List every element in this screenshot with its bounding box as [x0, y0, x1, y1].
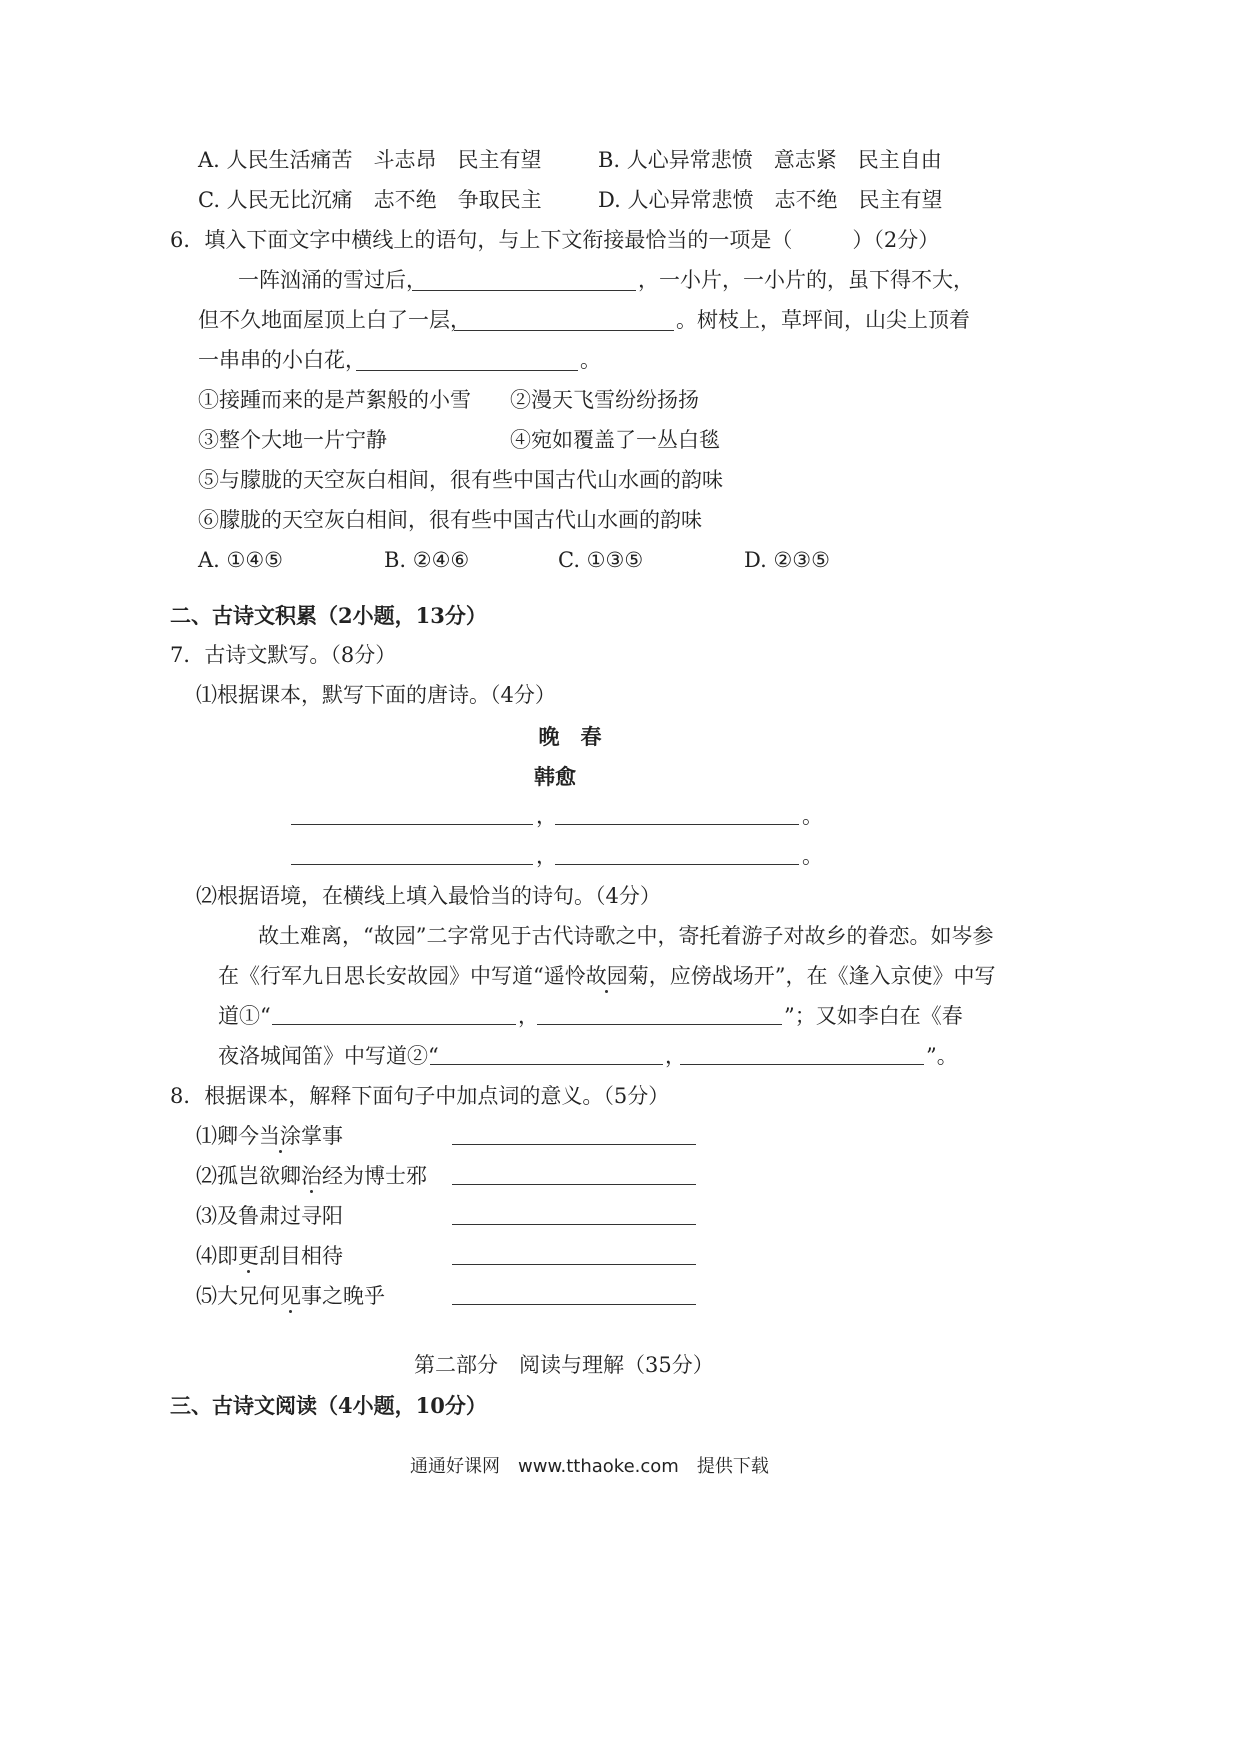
q7-para-line4-a: 夜洛城闻笛》中写道②“ [218, 1044, 439, 1068]
q7-stem: 7．古诗文默写。（8分） [170, 643, 397, 667]
q6-stem [170, 230, 939, 251]
q8-item-2 [196, 1166, 427, 1187]
q8-answer-blank-3[interactable] [452, 1224, 696, 1225]
q6-blank-2[interactable] [454, 330, 674, 331]
poem-title: 晚 春 [538, 724, 602, 749]
q8-item-3-pre: ⑶及鲁肃过寻阳 [196, 1204, 343, 1228]
q7-sub2: ⑵根据语境，在横线上填入最恰当的诗句。（4分） [196, 884, 661, 908]
q6-passage-line3-a: 一串串的小白花， [198, 348, 366, 372]
q5-option-c: C. 人民无比沉痛 志不绝 争取民主 [198, 188, 542, 212]
poem-comma-1: ， [536, 804, 557, 828]
q8-item-1-pre: ⑴卿今 [196, 1124, 259, 1148]
q6-score: ）（2分） [852, 228, 940, 252]
q7-para-line3-c: ”；又如李白在《春 [784, 1004, 963, 1028]
q7-blank-4[interactable] [680, 1064, 924, 1065]
part-2-heading: 第二部分 阅读与理解（35分） [414, 1353, 714, 1377]
poem-blank-3[interactable] [291, 864, 533, 865]
q8-item-1-dotted: 当涂 [259, 1124, 301, 1148]
q7-para-line3-b: ， [518, 1004, 539, 1028]
section-3-heading: 三、古诗文阅读（4小题，10分） [170, 1393, 487, 1418]
q5-option-b: B. 人心异常悲愤 意志紧 民主自由 [598, 148, 942, 172]
q8-answer-blank-2[interactable] [452, 1184, 696, 1185]
q6-blank-3[interactable] [356, 370, 578, 371]
q8-item-2-dotted: 治 [301, 1164, 322, 1188]
q6-choice-1: ①接踵而来的是芦絮般的小雪 [198, 388, 471, 412]
q8-item-4-pre: ⑷即 [196, 1244, 238, 1268]
poem-comma-2: ， [536, 844, 557, 868]
q6-option-a: A. ①④⑤ [198, 548, 283, 572]
q6-option-d: D. ②③⑤ [744, 548, 830, 572]
q7-para-line1: 故土难离，“故园”二字常见于古代诗歌之中，寄托着游子对故乡的眷恋。如岑参 [258, 924, 994, 948]
q8-stem: 8．根据课本，解释下面句子中加点词的意义。（5分） [170, 1084, 670, 1108]
q8-item-5-pre: ⑸大兄何 [196, 1284, 280, 1308]
q8-item-3 [196, 1206, 343, 1227]
q8-item-4 [196, 1246, 343, 1267]
q8-item-2-post: 经为博士邪 [322, 1164, 427, 1188]
poem-period-2: 。 [802, 844, 823, 868]
q7-sub1: ⑴根据课本，默写下面的唐诗。（4分） [196, 683, 556, 707]
q8-answer-blank-5[interactable] [452, 1304, 696, 1305]
q7-blank-2[interactable] [537, 1024, 782, 1025]
q8-item-5 [196, 1286, 385, 1307]
q8-answer-blank-4[interactable] [452, 1264, 696, 1265]
q8-item-2-pre: ⑵孤岂欲卿 [196, 1164, 301, 1188]
poem-blank-2[interactable] [555, 824, 799, 825]
q8-item-1-post: 掌事 [301, 1124, 343, 1148]
q8-item-1 [196, 1126, 343, 1147]
q6-choice-4: ④宛如覆盖了一丛白毯 [510, 428, 720, 452]
q6-choice-5: ⑤与朦胧的天空灰白相间，很有些中国古代山水画的韵味 [198, 468, 723, 492]
q5-option-a: A. 人民生活痛苦 斗志昂 民主有望 [198, 148, 542, 172]
q7-para-line2 [218, 966, 995, 987]
poem-blank-1[interactable] [291, 824, 533, 825]
q8-item-4-dotted: 更 [238, 1244, 259, 1268]
q6-stem-text: 6．填入下面文字中横线上的语句，与上下文衔接最恰当的一项是（ [170, 228, 793, 252]
q8-answer-blank-1[interactable] [452, 1144, 696, 1145]
q6-choice-3: ③整个大地一片宁静 [198, 428, 387, 452]
q7-dotted-word: 故园 [585, 964, 628, 988]
q7-blank-3[interactable] [430, 1064, 663, 1065]
q6-passage-line2-a: 但不久地面屋顶上白了一层， [198, 308, 471, 332]
q8-item-5-dotted: 见 [280, 1284, 301, 1308]
q6-option-c: C. ①③⑤ [558, 548, 644, 572]
q7-para-line4-b: ， [665, 1044, 686, 1068]
q6-option-b: B. ②④⑥ [384, 548, 470, 572]
q7-para-line2-b: 菊，应傍战场开”，在《逢入京使》中写 [627, 964, 996, 988]
poem-blank-4[interactable] [555, 864, 799, 865]
q6-passage-line1-b: ，一小片，一小片的，虽下得不大， [638, 268, 974, 292]
poem-period-1: 。 [802, 804, 823, 828]
footer-watermark: 通通好课网 www.tthaoke.com 提供下载 [410, 1456, 769, 1477]
section-2-heading: 二、古诗文积累（2小题，13分） [170, 603, 487, 628]
q6-passage-line2-b: 。树枝上，草坪间，山尖上顶着 [676, 308, 970, 332]
q8-item-4-post: 刮目相待 [259, 1244, 343, 1268]
q8-item-5-post: 事之晚乎 [301, 1284, 385, 1308]
q6-passage-line3-b: 。 [580, 348, 601, 372]
q7-para-line2-a: 在《行军九日思长安故园》中写道“遥怜 [218, 964, 586, 988]
q7-blank-1[interactable] [272, 1024, 516, 1025]
q7-para-line4-c: ”。 [926, 1044, 958, 1068]
poem-author: 韩愈 [534, 764, 576, 789]
q6-choice-2: ②漫天飞雪纷纷扬扬 [510, 388, 699, 412]
q7-para-line3-a: 道①“ [218, 1004, 271, 1028]
q6-passage-line1-a: 一阵汹涌的雪过后， [238, 268, 427, 292]
q6-blank-1[interactable] [412, 290, 636, 291]
q5-option-d: D. 人心异常悲愤 志不绝 民主有望 [598, 188, 943, 212]
q6-choice-6: ⑥朦胧的天空灰白相间，很有些中国古代山水画的韵味 [198, 508, 702, 532]
